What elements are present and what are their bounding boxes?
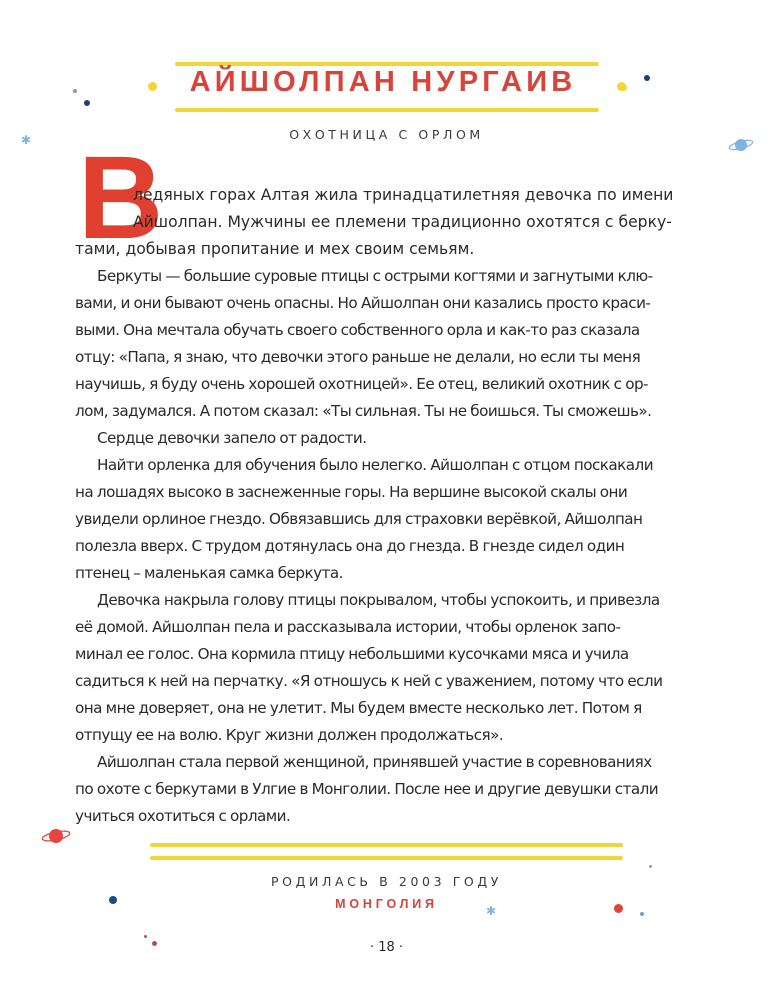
page-number: · 18 · <box>369 940 404 955</box>
text-line: минал ее голос. Она кормила птицу небольшими кусочками мяса и учила <box>75 645 629 663</box>
text-line: учиться охотиться с орлами. <box>75 807 291 825</box>
text-line: она мне доверяет, она не улетит. Мы будем вместе несколько лет. Потом я <box>75 699 642 717</box>
text-line: тами, добывая пропитание и мех своим семьям. <box>75 240 475 258</box>
text-line: садиться к ней на перчатку. «Я отношусь к ней с уважением, потому что если <box>75 672 663 690</box>
text-line: отпущу ее на волю. Круг жизни должен продолжаться». <box>75 726 504 744</box>
decor-dot-icon <box>649 865 652 868</box>
text-line: по охоте с беркутами в Улгие в Монголии. После нее и другие девушки стали <box>75 780 659 798</box>
country: МОНГОЛИЯ <box>335 897 438 911</box>
decor-dot-icon <box>144 935 147 938</box>
star-icon: ✱ <box>21 133 32 147</box>
text-line: Айшолпан. Мужчины ее племени традиционно охотятся с берку- <box>133 213 672 231</box>
decor-dot-icon <box>73 89 77 93</box>
text-line: птенец – маленькая самка беркута. <box>75 564 343 582</box>
decor-dot-icon <box>614 904 623 913</box>
text-line: Сердце девочки запело от радости. <box>97 429 367 447</box>
page-subtitle: ОХОТНИЦА С ОРЛОМ <box>289 127 484 142</box>
text-line: лом, задумался. А потом сказал: «Ты сильная. Ты не боишься. Ты сможешь». <box>75 402 652 420</box>
page-title: АЙШОЛПАН НУРГАИВ <box>189 66 577 98</box>
decor-dot-icon <box>640 912 644 916</box>
decor-dot-icon <box>84 100 90 106</box>
planet-icon <box>40 826 72 846</box>
footer-rule-top <box>150 843 623 847</box>
text-line: увидели орлиное гнездо. Обвязавшись для страховки верёвкой, Айшолпан <box>75 510 643 528</box>
decor-dot-icon <box>109 896 117 904</box>
decor-dot-icon <box>152 941 157 946</box>
text-line: выми. Она мечтала обучать своего собственного орла и как-то раз сказала <box>75 321 640 339</box>
article-body <box>75 182 725 830</box>
text-line: научишь, я буду очень хорошей охотницей». Ее отец, великий охотник с ор- <box>75 375 648 393</box>
planet-icon <box>728 136 754 154</box>
decor-dot-icon <box>644 75 650 81</box>
birth-year: РОДИЛАСЬ В 2003 ГОДУ <box>271 874 502 889</box>
text-line: Беркуты — большие суровые птицы с острыми когтями и загнутыми клю- <box>97 267 653 285</box>
text-line: Найти орленка для обучения было нелегко. Айшолпан с отцом поскакали <box>97 456 654 474</box>
text-line: Девочка накрыла голову птицы покрывалом, чтобы успокоить, и привезла <box>97 591 660 609</box>
header-rule-bottom <box>175 108 599 112</box>
text-line: ледяных горах Алтая жила тринадцатилетняя девочка по имени <box>133 186 674 204</box>
text-line: Айшолпан стала первой женщиной, принявшей участие в соревнованиях <box>97 753 652 771</box>
text-line: её домой. Айшолпан пела и рассказывала истории, чтобы орленок запо- <box>75 618 621 636</box>
title-bullet-left-icon <box>148 82 157 91</box>
text-line: полезла вверх. С трудом дотянулась она до гнезда. В гнезде сидел один <box>75 537 625 555</box>
text-line: на лошадях высоко в заснеженные горы. На вершине высокой скалы они <box>75 483 628 501</box>
footer-rule-bottom <box>150 856 623 860</box>
decor-dot-icon <box>620 84 627 91</box>
star-icon: ✱ <box>486 904 497 918</box>
text-line: отцу: «Папа, я знаю, что девочки этого раньше не делали, но если ты меня <box>75 348 641 366</box>
text-line: вами, и они бывают очень опасны. Но Айшолпан они казались просто краси- <box>75 294 651 312</box>
drop-cap: В <box>78 132 164 264</box>
